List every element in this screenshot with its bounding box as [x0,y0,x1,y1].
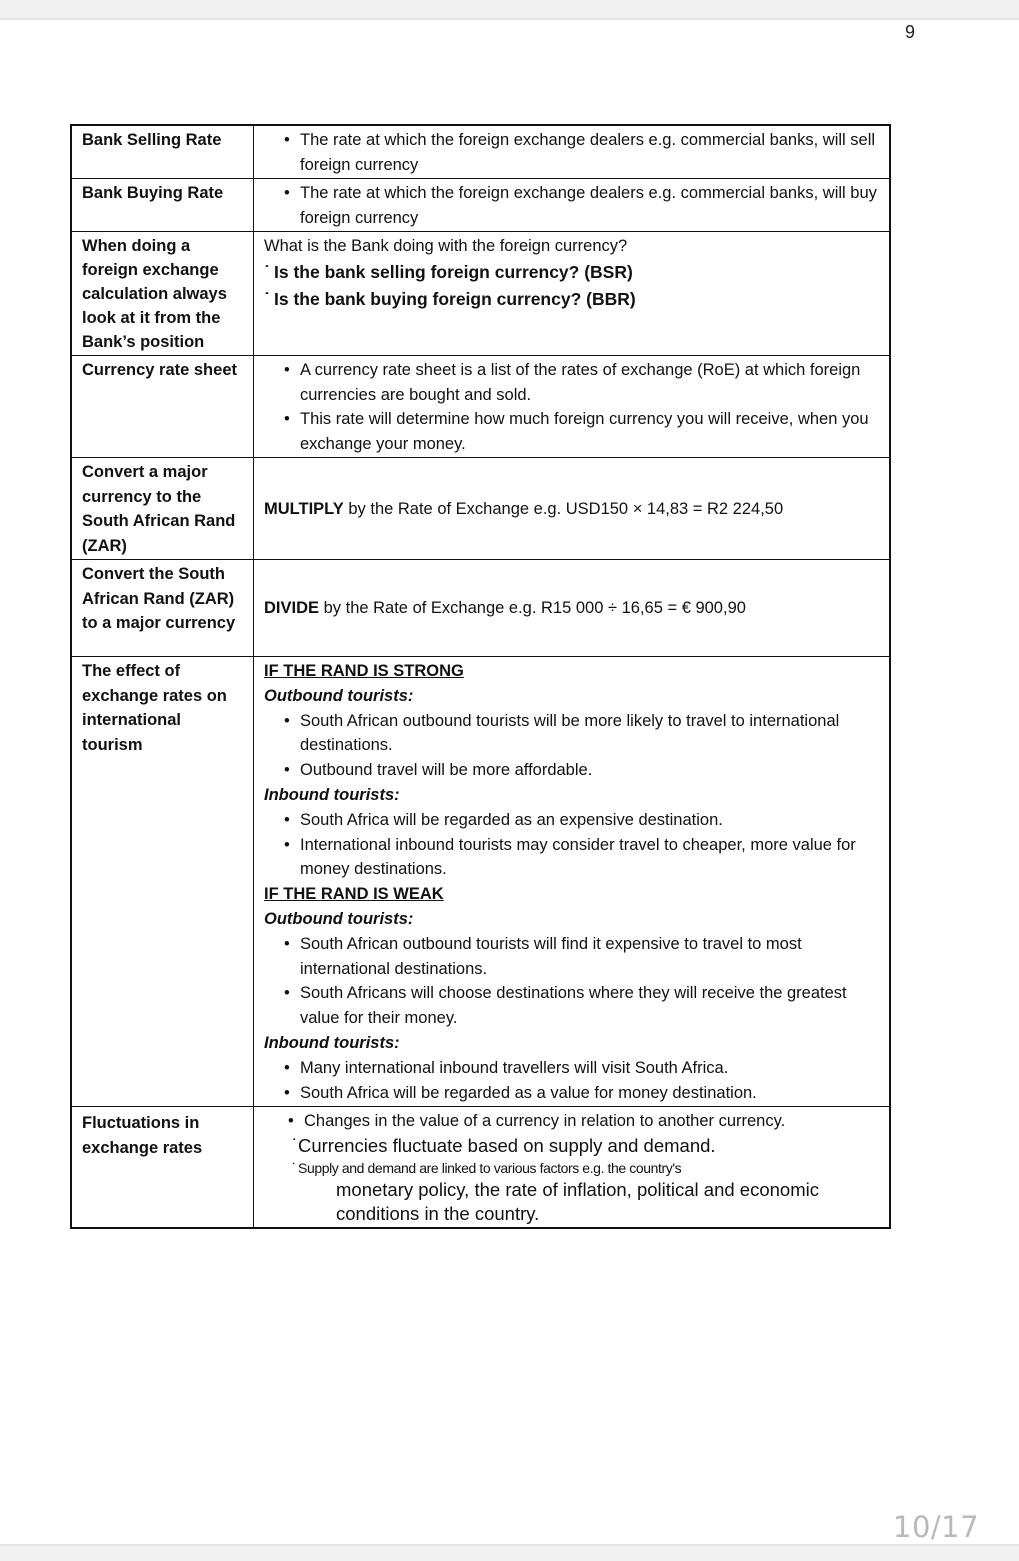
term-cell: Bank Buying Rate [71,179,254,232]
keyword: MULTIPLY [264,499,344,518]
intro-text: What is the Bank doing with the foreign currency? [264,237,628,255]
formula-text: by the Rate of Exchange e.g. R15 000 ÷ 16,65 = € 900,90 [319,599,746,618]
term-cell: Convert a major currency to the South African Rand (ZAR) [71,458,254,560]
term-text: When doing a foreign exchange calculation always look at it from the Bank’s position [82,237,227,351]
section-heading: IF THE RAND IS STRONG [264,662,464,680]
bullet-item: • Changes in the value of a currency in relation to another currency. [264,1109,881,1134]
description-cell [254,458,891,560]
subheading: Outbound tourists: [264,909,414,928]
bullet-item: • South Africans will choose destinations where they will receive the greatest value for their money. [264,981,881,1031]
description-cell [254,356,891,458]
subheading: Outbound tourists: [264,686,414,705]
bullet-item: • South African outbound tourists will be more likely to travel to international destinations. [264,709,881,759]
page-number: 9 [905,22,916,42]
question-item: ˙ Is the bank selling foreign currency? (BSR) [264,259,881,286]
term-cell: Fluctuations in exchange rates [71,1107,254,1229]
page-indicator: 10/17 [893,1510,980,1544]
formula-text: by the Rate of Exchange e.g. USD150 × 14,83 = R2 224,50 [343,499,784,518]
viewer-top-bar [0,0,1019,20]
bullet-item: • The rate at which the foreign exchange dealers e.g. commercial banks, will sell foreign currency [264,128,881,177]
sub-item: ˙ Currencies fluctuate based on supply and demand. [264,1134,881,1159]
bullet-item: • South African outbound tourists will find it expensive to travel to most international destinations. [264,932,881,982]
table-row [71,125,890,179]
bullet-item: • Many international inbound travellers will visit South Africa. [264,1056,881,1081]
table-row [71,458,890,560]
definitions-table [70,124,891,1229]
term-cell: Bank Selling Rate [71,125,254,179]
table-row [71,356,890,458]
subheading: Inbound tourists: [264,1033,400,1052]
table-row [71,1107,890,1229]
description-cell [254,232,891,356]
table-row [71,657,890,1107]
term-cell: Currency rate sheet [71,356,254,458]
bullet-item: • South Africa will be regarded as a value for money destination. [264,1081,881,1106]
bullet-item: • The rate at which the foreign exchange dealers e.g. commercial banks, will buy foreign currency [264,181,881,230]
sub-item-continuation: monetary policy, the rate of inflation, political and economic conditions in the country. [336,1179,819,1225]
term-cell [71,232,254,356]
bullet-item: • International inbound tourists may consider travel to cheaper, more value for money destinations. [264,833,881,883]
description-cell [254,560,891,657]
bullet-item: • South Africa will be regarded as an expensive destination. [264,808,881,833]
description-cell [254,657,891,1107]
description-cell [254,179,891,232]
section-heading: IF THE RAND IS WEAK [264,885,444,904]
term-cell: Convert the South African Rand (ZAR) to a major currency [71,560,254,657]
term-cell: The effect of exchange rates on international tourism [71,657,254,1107]
table-row [71,232,890,356]
bullet-item: • A currency rate sheet is a list of the rates of exchange (RoE) at which foreign currencies are bought and sold. [264,358,881,407]
question-item: ˙ Is the bank buying foreign currency? (BBR) [264,286,881,313]
table-row [71,179,890,232]
table-row [71,560,890,657]
description-cell [254,1107,891,1229]
sub-item: ˙ Supply and demand are linked to various factors e.g. the country's [264,1158,881,1178]
keyword: DIVIDE [264,599,320,618]
description-cell [254,125,891,179]
bullet-item: • Outbound travel will be more affordable. [264,758,881,783]
bullet-item: • This rate will determine how much foreign currency you will receive, when you exchange your money. [264,407,881,456]
subheading: Inbound tourists: [264,785,400,804]
viewer-bottom-bar [0,1544,1019,1561]
